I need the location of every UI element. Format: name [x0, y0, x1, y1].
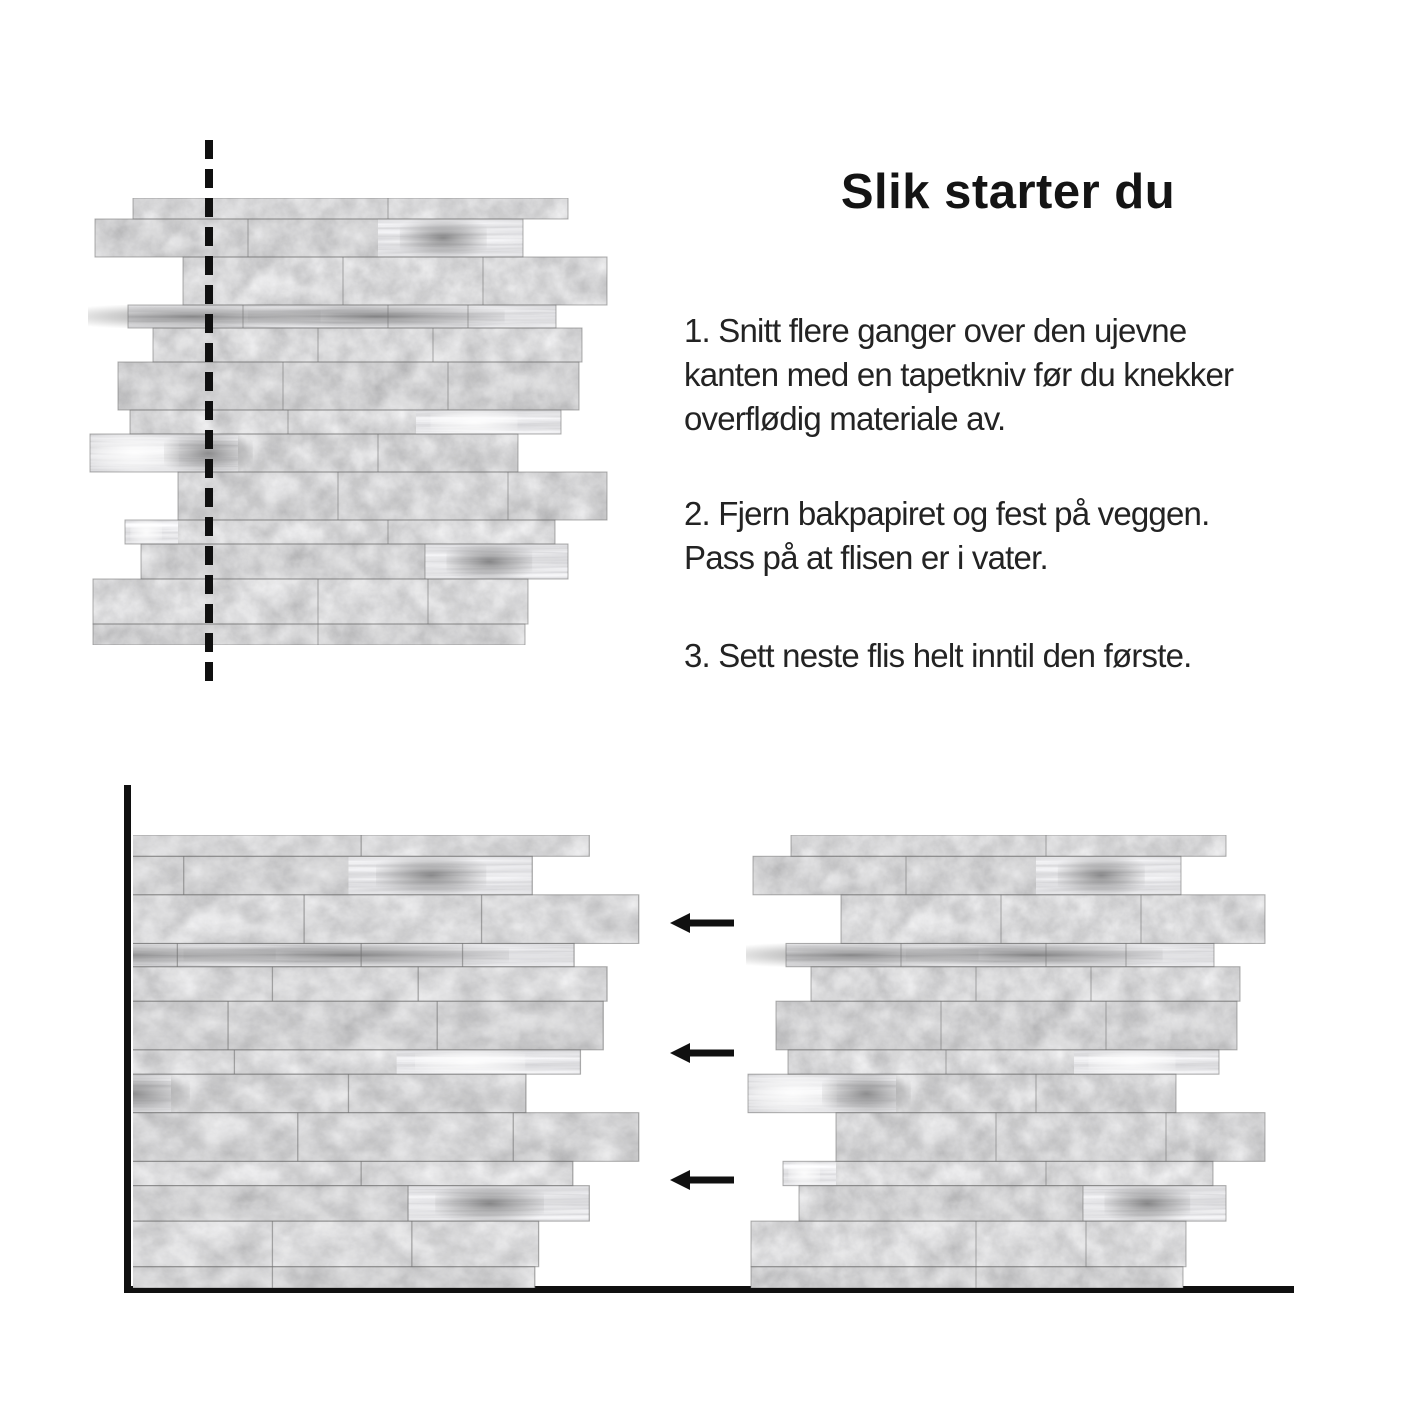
instruction-step-3 — [684, 634, 1384, 678]
step-3-line-1: 3. Sett neste flis helt inntil den første. — [684, 637, 1192, 674]
step-1-line-1: 1. Snitt flere ganger over den ujevne — [684, 312, 1187, 349]
arrow-left-icon — [670, 1042, 734, 1064]
arrow-left-shape — [670, 1043, 734, 1063]
step-2-line-1: 2. Fjern bakpapiret og fest på veggen. — [684, 495, 1210, 532]
step-1-line-3: overflødig materiale av. — [684, 400, 1006, 437]
cut-line-dashed — [205, 140, 213, 683]
figure-install-diagram — [0, 700, 1406, 1406]
step-2-line-2: Pass på at flisen er i vater. — [684, 539, 1048, 576]
arrow-left-icon — [670, 912, 734, 934]
arrow-left-icon — [670, 1169, 734, 1191]
tile-panel-uncut — [88, 198, 608, 645]
corner-wall-line — [124, 785, 131, 1293]
tile-panel-installed — [133, 835, 640, 1288]
page-title: Slik starter du — [840, 165, 1176, 219]
instruction-step-2 — [684, 492, 1384, 580]
arrow-left-shape — [670, 1170, 734, 1190]
instruction-step-1 — [684, 309, 1384, 441]
figure-cut-diagram — [0, 0, 700, 700]
tile-panel-moving — [746, 835, 1266, 1288]
step-1-line-2: kanten med en tapetkniv før du knekker — [684, 356, 1234, 393]
arrow-left-shape — [670, 913, 734, 933]
